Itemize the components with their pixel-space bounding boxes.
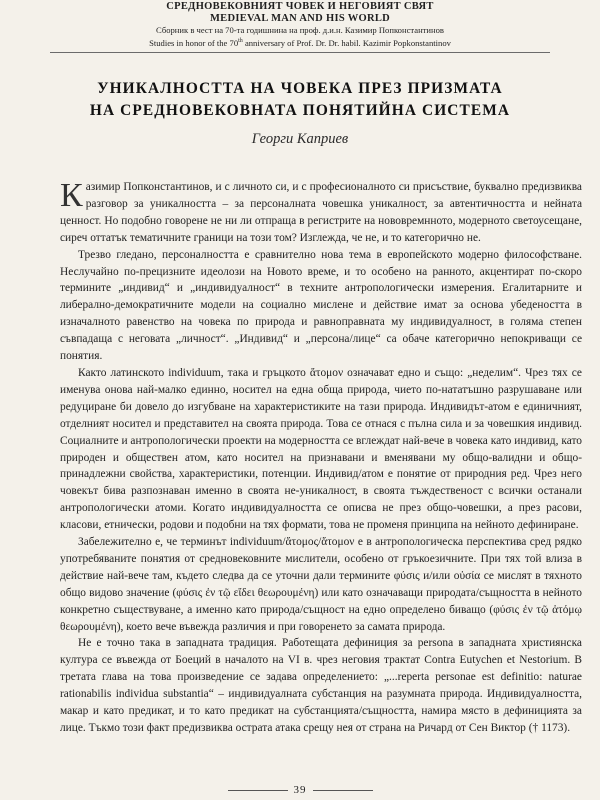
article-title-line-1: УНИКАЛНОСТТА НА ЧОВЕКА ПРЕЗ ПРИЗМАТА bbox=[97, 80, 503, 97]
header-subtitle-bg: Сборник в чест на 70-та годишнина на проф. д.и.н. Казимир Попконстантинов bbox=[156, 25, 444, 35]
paragraph: Трезво гледано, персоналността е сравнително нова тема в европейското модерно философстване. Неслучайно по-прецизните идеолози на Новото време, и то особено на ранното, акцентират по-скоро термините „индивид“ и „индивидуалност“ в техните антропологически измерения. Егалитарните и либерално-демократичните модели на социално мислене и действие имат за основа убедеността в изначалното равенство на човека по природа и равноправната му индивидуалност, в голяма степен съвпадаща с неговата „личност“. „Индивид“ и „персона/лице“ са обаче категорично непокриващи се понятия. bbox=[60, 248, 582, 363]
paragraph: Забележително е, че терминът individuum/ἄτομος/ἄτομον е в антропологическа перспектива сред рядко употребяваните понятия от средновековните мислители, особено от гръкоезичните. При тях той влиза в действие най-вече там, където следва да се уточни дали термините φύσις и/или οὐσία се мислят в тяхното общо видово значение (φύσις ἐν τῷ εἴδει θεωρουμένη) или като означаващи природата/същността в нейното конкретно съществуване, а именно като природа/същност на едно определено биващо (φύσις ἐν τῷ ἀτόμῳ θεωρουμένη), което вече въвежда различия и при говоренето за самата природа. bbox=[60, 536, 582, 633]
page-number-dash-left bbox=[228, 790, 288, 791]
paragraph: Както латинското individuum, така и гръцкото ἄτομον означават едно и също: „неделим“. Чрез тях се именува онова най-малко единно, носител на една обща природа, чието по-нататъшно разрушаване или редуциране би довело до изгубване на характеристиките на тази природа. Индивидът-атом е единичният, отделният носител и представител на своята природа. Това се отнася с пълна сила и за човешкия индивид. Социалните и антропологически проекти на модерността се вглеждат най-вече в човека като индивид, като природен и обществен атом, като носител на признавани и вменявани му общо-валидни и общо-принадлежни свойства, характеристики, потенции. Индивид/атом е понятие от природния ред. Чрез него човекът бива разпознаван именно в своята не-уникалност, в своята тъждественост с всички останали антропологически атоми. Когато индивидуалността се описва не през общо-човешки, а през расови, класови, етнически, родови и подобни на тях формати, това не променя принципа на нейното дефиниране. bbox=[60, 366, 582, 532]
article-author: Георги Каприев bbox=[251, 131, 349, 147]
article-body bbox=[60, 179, 582, 737]
drop-cap: К bbox=[60, 177, 83, 214]
article-title bbox=[40, 78, 560, 122]
header-title-bg: СРЕДНОВЕКОВНИЯТ ЧОВЕК И НЕГОВИЯТ СВЯТ bbox=[166, 1, 434, 12]
header-title-en: MEDIEVAL MAN AND HIS WORLD bbox=[209, 13, 391, 24]
paragraph: Не е точно така в западната традиция. Работещата дефиниция за persona в западната християнска култура се въвежда от Боеций в началото на VI в. чрез неговия трактат Contra Eutychen et Nestorium. В третата глава на това произведение се задава определението: „...reperta personae est definitio: naturae rationabilis individua substantia“ – индивидуалната субстанция на разумната природа. Индивидуалността, макар и като предикат, и то като предикат на субстанцията/същността, намира място в дефиницията за лице. Тъкмо този факт предизвиква острата атака срещу нея от страна на Ричард от Сен Виктор († 1173). bbox=[60, 637, 582, 734]
page-number-dash-right bbox=[313, 790, 373, 791]
article-title-line-2: НА СРЕДНОВЕКОВНАТА ПОНЯТИЙНА СИСТЕМА bbox=[89, 102, 511, 119]
header-subtitle-en: Studies in honor of the 70th anniversary of Prof. Dr. Dr. habil. Kazimir Popkonstantinov bbox=[149, 37, 451, 48]
header-rule bbox=[50, 52, 550, 53]
running-header bbox=[0, 0, 600, 53]
page-number: 39 bbox=[0, 784, 600, 796]
paragraph: Казимир Попконстантинов, и с личното си, и с професионалното си присъствие, буквално предизвиква разговор за уникалността – за персоналната човешка уникалност, за автентичността и нейната ценност. Но подобно говорене не ни ли отпраща в регистрите на нововремнното, модерното светоусещане, сиреч оттатък тематичните граници на този том? Изглежда, че не, и то категорично не. bbox=[60, 177, 582, 244]
